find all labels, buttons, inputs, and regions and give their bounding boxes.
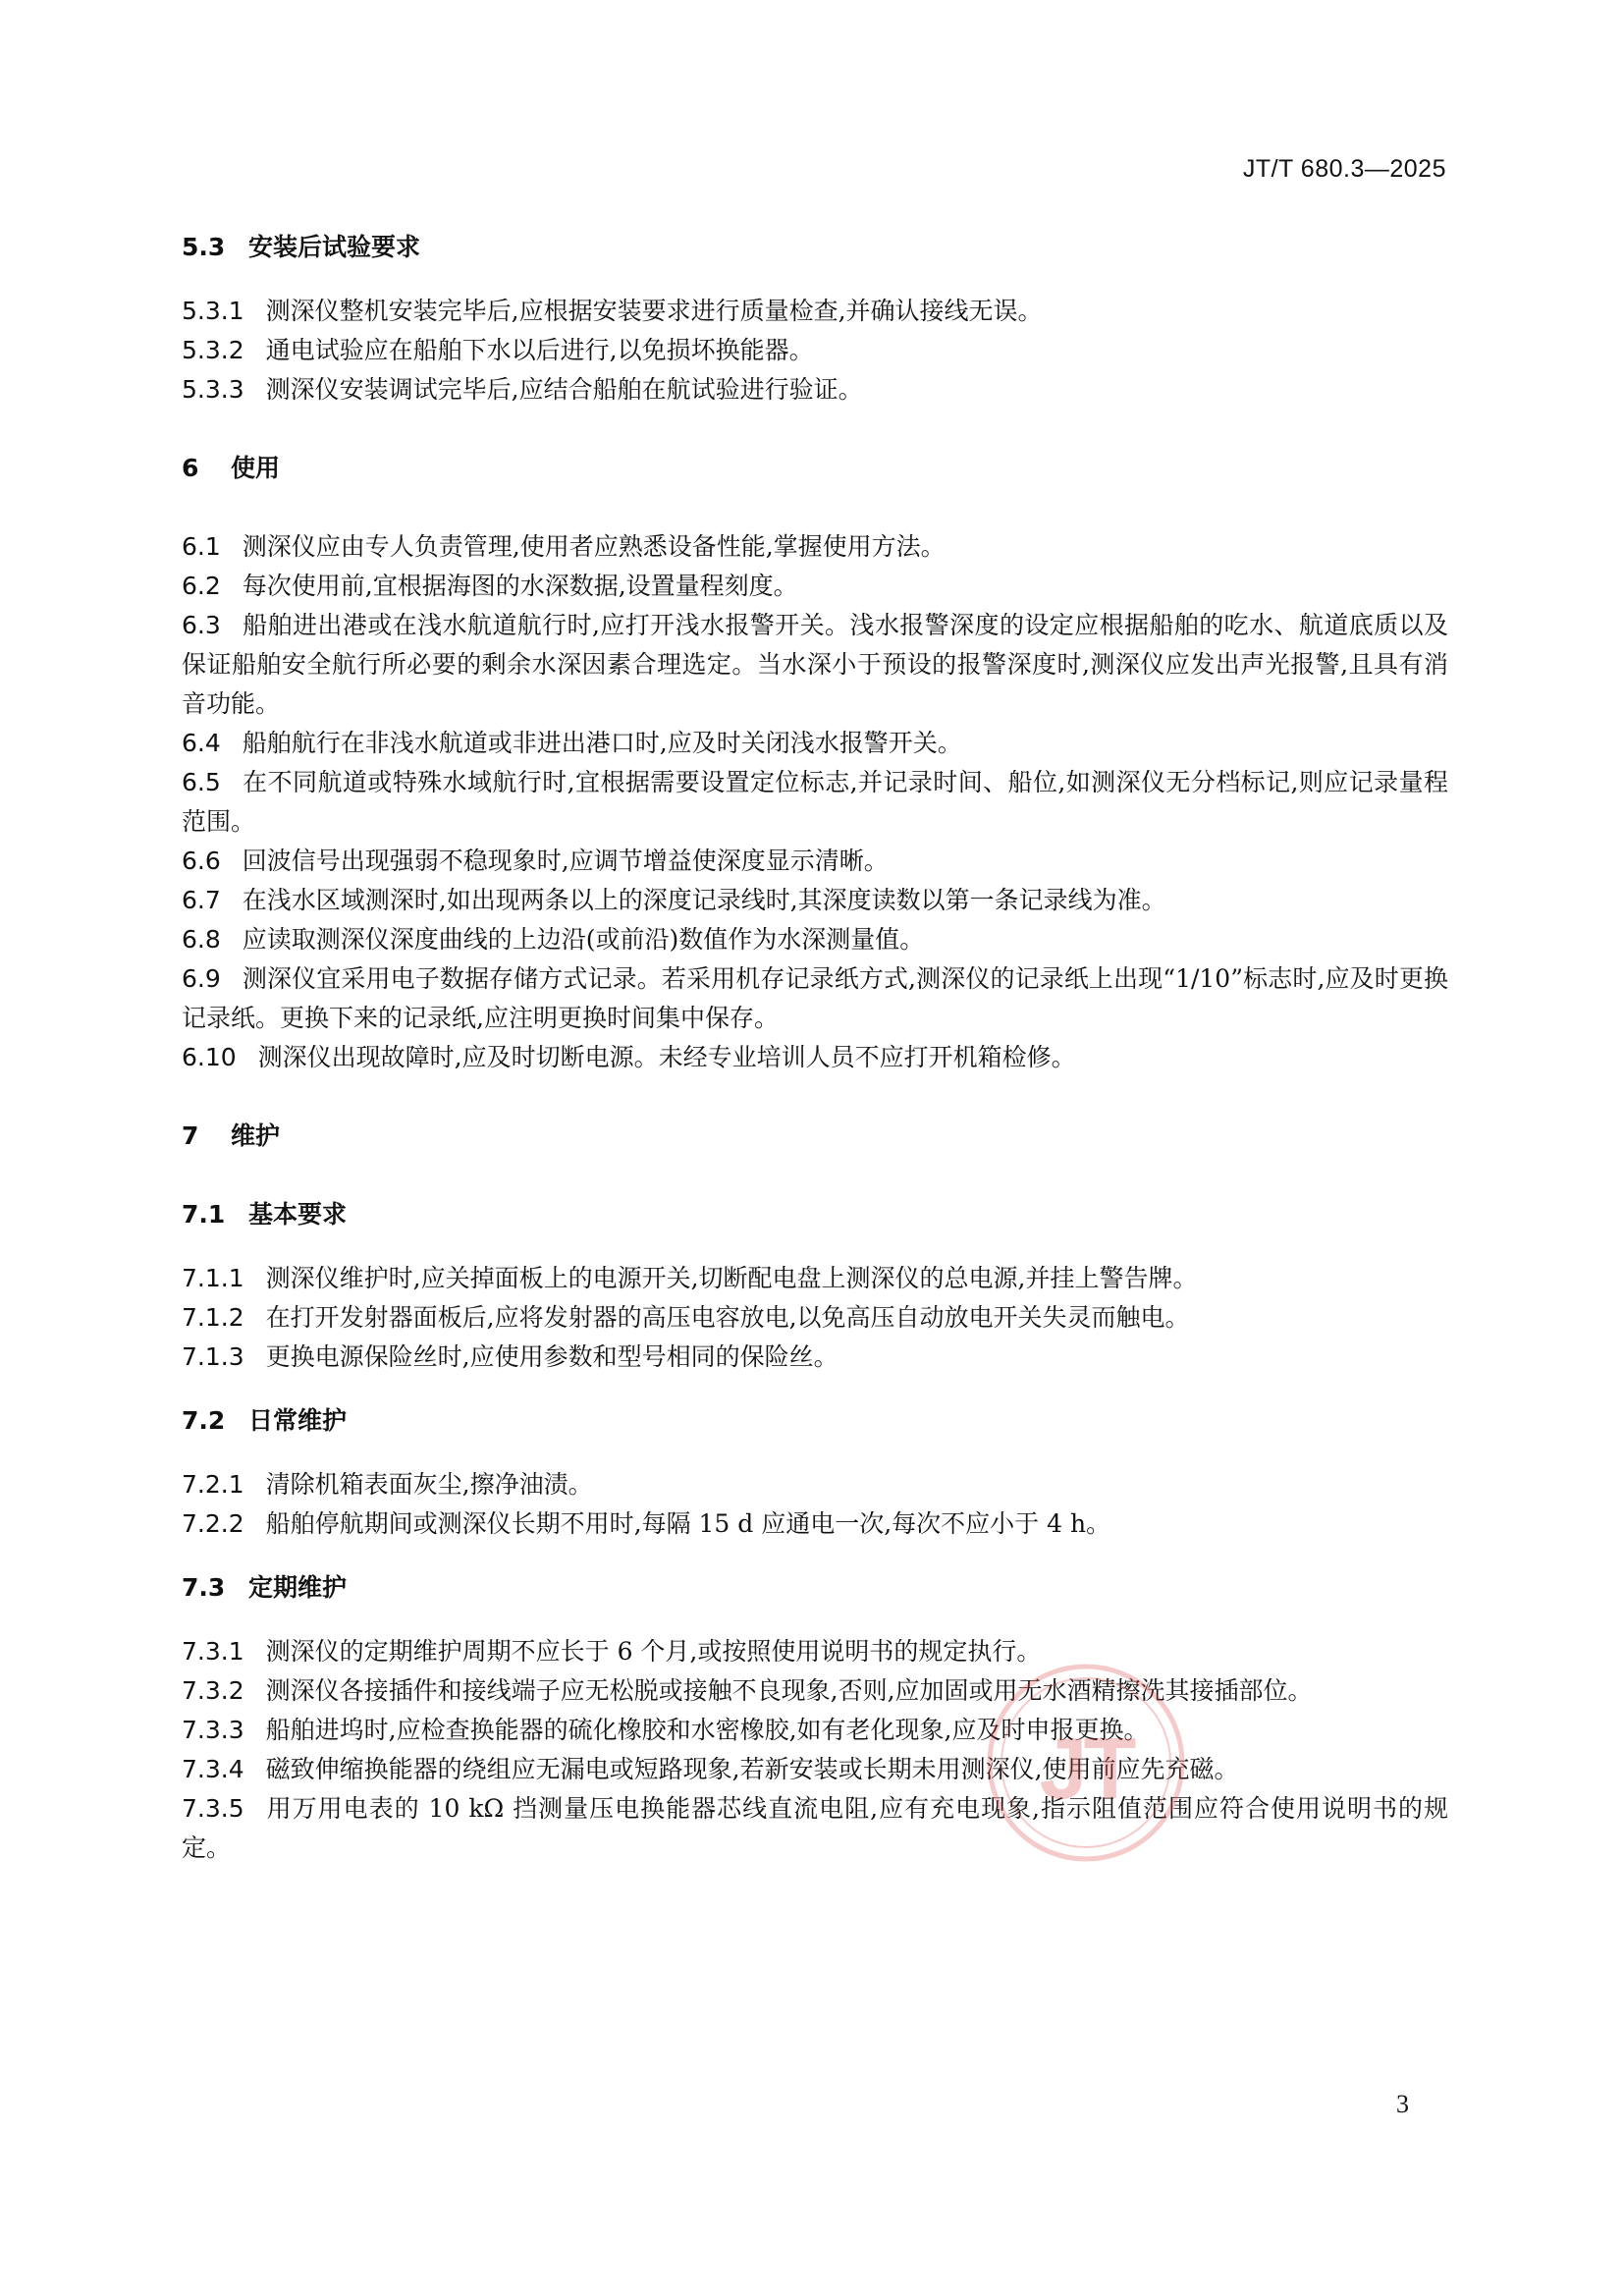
heading-7-3: 7.3 定期维护 bbox=[182, 1573, 348, 1602]
heading-7-1: 7.1 基本要求 bbox=[182, 1200, 348, 1229]
clause-6-1: 6.1 测深仪应由专人负责管理,使用者应熟悉设备性能,掌握使用方法。 bbox=[182, 532, 946, 561]
clause-7-3-2: 7.3.2 测深仪各接插件和接线端子应无松脱或接触不良现象,否则,应加固或用无水酒精擦洗其接插部位。 bbox=[182, 1676, 1313, 1705]
jt-watermark-stamp bbox=[985, 1662, 1187, 1864]
clause-6-7: 6.7 在浅水区域测深时,如出现两条以上的深度记录线时,其深度读数以第一条记录线为准。 bbox=[182, 886, 1166, 914]
standard-code: JT/T 680.3—2025 bbox=[1242, 155, 1446, 183]
clause-6-8: 6.8 应读取测深仪深度曲线的上边沿(或前沿)数值作为水深测量值。 bbox=[182, 925, 925, 954]
clause-7-1-3: 7.1.3 更换电源保险丝时,应使用参数和型号相同的保险丝。 bbox=[182, 1342, 839, 1371]
page-number: 3 bbox=[1396, 2090, 1409, 2118]
heading-6: 6 使用 bbox=[182, 454, 281, 482]
clause-7-3-3: 7.3.3 船舶进坞时,应检查换能器的硫化橡胶和水密橡胶,如有老化现象,应及时申报更换。 bbox=[182, 1716, 1149, 1744]
clause-6-4: 6.4 船舶航行在非浅水航道或非进出港口时,应及时关闭浅水报警开关。 bbox=[182, 729, 962, 757]
heading-7-2: 7.2 日常维护 bbox=[182, 1406, 348, 1435]
heading-5-3: 5.3 安装后试验要求 bbox=[182, 233, 421, 261]
clause-5-3-1: 5.3.1 测深仪整机安装完毕后,应根据安装要求进行质量检查,并确认接线无误。 bbox=[182, 297, 1043, 325]
clause-6-10: 6.10 测深仪出现故障时,应及时切断电源。未经专业培训人员不应打开机箱检修。 bbox=[182, 1043, 1076, 1071]
clause-7-1-1: 7.1.1 测深仪维护时,应关掉面板上的电源开关,切断配电盘上测深仪的总电源,并挂上警告牌。 bbox=[182, 1264, 1198, 1292]
clause-6-5: 6.5 在不同航道或特殊水域航行时,宜根据需要设置定位标志,并记录时间、船位,如测深仪无分档标记,则应记录量程范围。 bbox=[182, 768, 1448, 836]
clause-7-3-1: 7.3.1 测深仪的定期维护周期不应长于 6 个月,或按照使用说明书的规定执行。 bbox=[182, 1637, 1042, 1666]
clause-7-2-1: 7.2.1 清除机箱表面灰尘,擦净油渍。 bbox=[182, 1470, 593, 1499]
clause-5-3-3: 5.3.3 测深仪安装调试完毕后,应结合船舶在航试验进行验证。 bbox=[182, 375, 863, 404]
clause-6-3: 6.3 船舶进出港或在浅水航道航行时,应打开浅水报警开关。浅水报警深度的设定应根据船舶的吃水、航道底质以及保证船舶安全航行所必要的剩余水深因素合理选定。当水深小于预设的报警深度时,测深仪应发出声光报警,且具有消音功能。 bbox=[182, 611, 1448, 718]
clause-7-3-5: 7.3.5 用万用电表的 10 kΩ 挡测量压电换能器芯线直流电阻,应有充电现象,指示阻值范围应符合使用说明书的规定。 bbox=[182, 1794, 1448, 1862]
page-body bbox=[182, 228, 1448, 1868]
clause-7-2-2: 7.2.2 船舶停航期间或测深仪长期不用时,每隔 15 d 应通电一次,每次不应小于 4 h。 bbox=[182, 1509, 1111, 1538]
clause-6-2: 6.2 每次使用前,宜根据海图的水深数据,设置量程刻度。 bbox=[182, 572, 798, 600]
clause-5-3-2: 5.3.2 通电试验应在船舶下水以后进行,以免损坏换能器。 bbox=[182, 336, 814, 364]
clause-6-6: 6.6 回波信号出现强弱不稳现象时,应调节增益使深度显示清晰。 bbox=[182, 847, 889, 875]
clause-6-9: 6.9 测深仪宜采用电子数据存储方式记录。若采用机存记录纸方式,测深仪的记录纸上出现“1/10”标志时,应及时更换记录纸。更换下来的记录纸,应注明更换时间集中保存。 bbox=[182, 964, 1448, 1032]
clause-7-3-4: 7.3.4 磁致伸缩换能器的绕组应无漏电或短路现象,若新安装或长期未用测深仪,使用前应先充磁。 bbox=[182, 1755, 1239, 1783]
stamp-text: JT bbox=[1039, 1720, 1133, 1817]
heading-7: 7 维护 bbox=[182, 1121, 281, 1150]
clause-7-1-2: 7.1.2 在打开发射器面板后,应将发射器的高压电容放电,以免高压自动放电开关失灵而触电。 bbox=[182, 1303, 1190, 1332]
